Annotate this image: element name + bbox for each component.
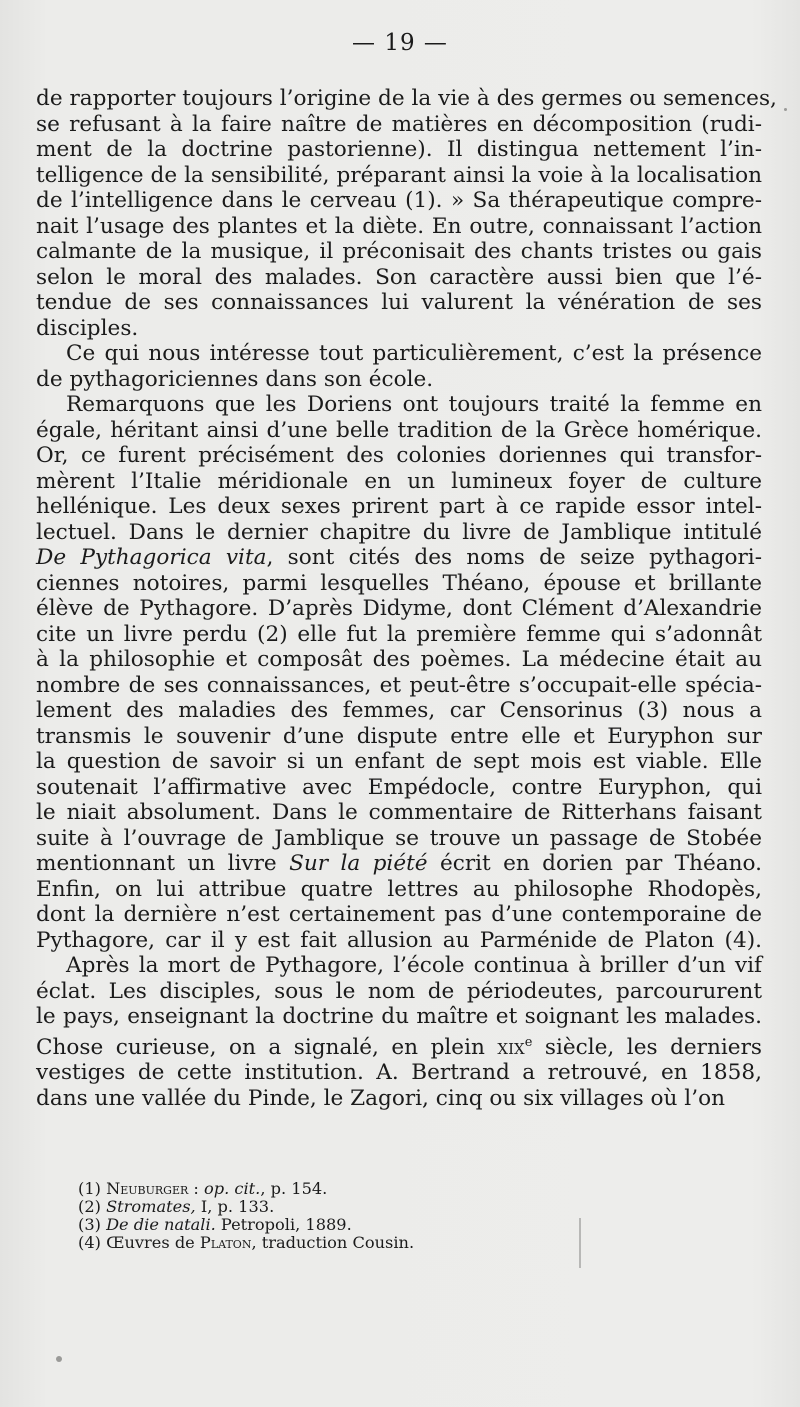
text-line: Ce qui nous intéresse tout particulièrement, c’est la présence bbox=[66, 341, 762, 366]
text-line: élève de Pythagore. D’après Didyme, dont Clément d’Alexandrie bbox=[36, 596, 762, 621]
text-line: vestiges de cette institution. A. Bertrand a retrouvé, en 1858, bbox=[36, 1060, 762, 1086]
text-line: disciples. bbox=[36, 315, 139, 341]
text-line: telligence de la sensibilité, préparant ainsi la voie à la localisation bbox=[36, 162, 762, 188]
text-line: nait l’usage des plantes et la diète. En outre, connaissant l’action bbox=[36, 213, 762, 239]
text-line: tendue de ses connaissances lui valurent la vénération de ses bbox=[36, 290, 762, 315]
text-run: (2) bbox=[78, 1197, 107, 1216]
text-line: la question de savoir si un enfant de sept mois est viable. Elle bbox=[36, 749, 762, 774]
text-run: écrit en dorien par Théano. bbox=[427, 851, 763, 876]
text-line: ment de la doctrine pastorienne). Il distingua nettement l’in- bbox=[36, 137, 762, 162]
text-line: transmis le souvenir d’une dispute entre elle et Euryphon sur bbox=[36, 723, 762, 749]
text-line: nombre de ses connaissances, et peut-être s’occupait-elle spécia- bbox=[36, 672, 762, 698]
text-run: siècle, les derniers bbox=[532, 1034, 762, 1060]
text-line: de rapporter toujours l’origine de la vie à des germes ou semences, bbox=[36, 86, 777, 111]
text-line: Après la mort de Pythagore, l’école continua à briller d’un vif bbox=[66, 953, 762, 978]
italic-text: op. cit. bbox=[204, 1179, 261, 1198]
text-line: dont la dernière n’est certainement pas d’une contemporaine de bbox=[36, 902, 762, 927]
text-line: à la philosophie et composât des poèmes. La médecine était au bbox=[36, 647, 762, 672]
text-line: dans une vallée du Pinde, le Zagori, cinq ou six villages où l’on bbox=[36, 1085, 725, 1111]
text-line bbox=[36, 545, 762, 571]
text-line: éclat. Les disciples, sous le nom de périodeutes, parcoururent bbox=[36, 978, 762, 1004]
footnote bbox=[78, 1180, 638, 1198]
text-line: calmante de la musique, il préconisait des chants tristes ou gais bbox=[36, 239, 762, 264]
text-line: cite un livre perdu (2) elle fut la première femme qui s’adonnât bbox=[36, 621, 762, 647]
text-line: se refusant à la faire naître de matières en décomposition (rudi- bbox=[36, 111, 762, 137]
small-caps-text: xix bbox=[497, 1034, 525, 1060]
text-line: de pythagoriciennes dans son école. bbox=[36, 366, 434, 392]
text-run: Petropoli, 1889. bbox=[215, 1215, 352, 1234]
text-run: : bbox=[188, 1179, 205, 1198]
text-line: Remarquons que les Doriens ont toujours traité la femme en bbox=[66, 392, 762, 417]
text-line: le pays, enseignant la doctrine du maître et soignant les malades. bbox=[36, 1004, 762, 1029]
ink-spot bbox=[784, 108, 787, 111]
text-run: Chose curieuse, on a signalé, en plein bbox=[36, 1034, 498, 1060]
body-text bbox=[36, 86, 777, 1111]
text-line: suite à l’ouvrage de Jamblique se trouve un passage de Stobée bbox=[36, 825, 762, 851]
ink-spot bbox=[56, 1356, 62, 1362]
text-line: mèrent l’Italie méridionale en un lumineux foyer de culture bbox=[36, 468, 762, 494]
text-run: , sont cités des noms de seize pythagori- bbox=[266, 545, 763, 570]
footnote bbox=[78, 1198, 638, 1216]
text-line: selon le moral des malades. Son caractère aussi bien que l’é- bbox=[36, 264, 762, 290]
text-line: ciennes notoires, parmi lesquelles Théano, épouse et brillante bbox=[36, 570, 762, 596]
text-line: soutenait l’affirmative avec Empédocle, contre Euryphon, qui bbox=[36, 774, 762, 800]
italic-text: Sur la piété bbox=[289, 851, 428, 876]
small-caps-text: Platon bbox=[199, 1233, 252, 1252]
text-run: mentionnant un livre bbox=[36, 851, 290, 876]
text-line bbox=[36, 1030, 762, 1061]
text-line: de l’intelligence dans le cerveau (1). » Sa thérapeutique compre- bbox=[36, 188, 762, 213]
text-run: e bbox=[524, 1034, 533, 1050]
text-line: Enfin, on lui attribue quatre lettres au philosophe Rhodopès, bbox=[36, 876, 762, 902]
text-line: égale, héritant ainsi d’une belle tradition de la Grèce homérique. bbox=[36, 417, 762, 443]
text-run: (1) bbox=[78, 1179, 107, 1198]
footnote bbox=[78, 1234, 638, 1252]
text-line: Pythagore, car il y est fait allusion au Parménide de Platon (4). bbox=[36, 927, 762, 953]
text-run: I, p. 133. bbox=[195, 1197, 275, 1216]
text-line: Or, ce furent précisément des colonies doriennes qui transfor- bbox=[36, 443, 762, 468]
text-line bbox=[36, 851, 762, 877]
text-run: (3) bbox=[78, 1215, 107, 1234]
margin-mark bbox=[579, 1218, 581, 1268]
text-line: lectuel. Dans le dernier chapitre du livre de Jamblique intitulé bbox=[36, 519, 762, 545]
text-line: hellénique. Les deux sexes prirent part à ce rapide essor intel- bbox=[36, 494, 762, 519]
italic-text: Stromates, bbox=[106, 1197, 196, 1216]
text-run: , p. 154. bbox=[260, 1179, 328, 1198]
footnotes bbox=[78, 1180, 638, 1252]
italic-text: De die natali. bbox=[106, 1215, 216, 1234]
small-caps-text: Neuburger bbox=[106, 1179, 189, 1198]
text-line: lement des maladies des femmes, car Censorinus (3) nous a bbox=[36, 698, 762, 723]
text-run: , traduction Cousin. bbox=[251, 1233, 415, 1252]
text-line: le niait absolument. Dans le commentaire de Ritterhans faisant bbox=[36, 800, 762, 825]
italic-text: De Pythagorica vita bbox=[36, 545, 267, 570]
text-run: (4) Œuvres de bbox=[78, 1233, 200, 1252]
page-number: — 19 — bbox=[352, 30, 448, 56]
footnote bbox=[78, 1216, 638, 1234]
